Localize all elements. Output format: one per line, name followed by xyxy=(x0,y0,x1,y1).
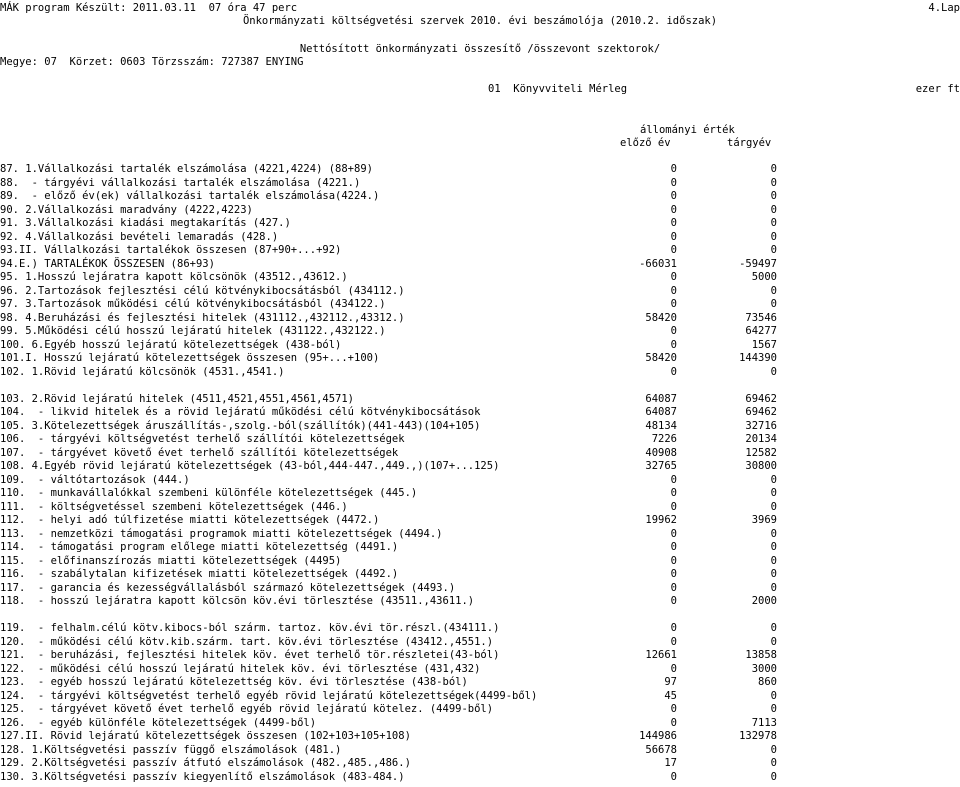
row-label: 129. 2.Költségvetési passzív átfutó elszámolások (482.,485.,486.) xyxy=(0,757,411,769)
row-value-current-year: 30800 xyxy=(745,460,777,472)
table-row xyxy=(0,366,960,380)
row-value-current-year: 0 xyxy=(770,554,777,567)
row-value-prev-year: 40908 xyxy=(645,446,677,459)
row-value-prev-year: 0 xyxy=(670,770,677,783)
row-label: 106. - tárgyévi költségvetést terhelő szállítói kötelezettségek xyxy=(0,433,405,445)
row-value-prev-year: 0 xyxy=(670,217,677,229)
row-value-current-year: 73546 xyxy=(745,311,777,324)
table-row xyxy=(0,244,960,258)
row-label: 93.II. Vállalkozási tartalékok összesen (87+90+...+92) xyxy=(0,244,342,256)
row-value-current-year: 0 xyxy=(770,568,777,580)
row-label: 112. - helyi adó túlfizetése miatti kötelezettségek (4472.) xyxy=(0,514,380,526)
row-value-prev-year: 0 xyxy=(670,716,677,729)
row-label: 114. - támogatási program előlege miatti kötelezettség (4491.) xyxy=(0,541,399,553)
row-value-current-year: 0 xyxy=(770,757,777,769)
table-row xyxy=(0,622,960,636)
row-label: 97. 3.Tartozások működési célú kötvénykibocsátásból (434122.) xyxy=(0,298,386,310)
row-value-current-year: 69462 xyxy=(745,392,777,405)
table-row xyxy=(0,757,960,771)
row-value-prev-year: 0 xyxy=(670,527,677,540)
row-value-current-year: 144390 xyxy=(739,352,777,364)
row-value-current-year: 0 xyxy=(770,203,777,216)
table-row xyxy=(0,595,960,609)
row-value-prev-year: 0 xyxy=(670,635,677,648)
table-row xyxy=(0,406,960,420)
row-label: 119. - felhalm.célú kötv.kibocs-ból szárm. tartoz. köv.évi tör.részl.(434111.) xyxy=(0,622,500,634)
row-value-prev-year: 0 xyxy=(670,325,677,337)
row-label: 110. - munkavállalókkal szembeni különféle kötelezettségek (445.) xyxy=(0,487,418,499)
table-row xyxy=(0,447,960,461)
table-row xyxy=(0,703,960,717)
balance-sheet-table xyxy=(0,163,960,784)
row-value-current-year: 0 xyxy=(770,500,777,513)
row-value-current-year: 32716 xyxy=(745,419,777,432)
row-value-current-year: 0 xyxy=(770,743,777,756)
row-value-current-year: 0 xyxy=(770,703,777,715)
row-value-prev-year: 0 xyxy=(670,595,677,607)
row-spacer xyxy=(0,379,960,393)
table-row xyxy=(0,285,960,299)
institution-info: Megye: 07 Körzet: 0603 Törzsszám: 727387 ENYING xyxy=(0,56,304,68)
table-row xyxy=(0,636,960,650)
row-value-prev-year: 0 xyxy=(670,271,677,283)
row-value-prev-year: 0 xyxy=(670,541,677,553)
row-label: 118. - hosszú lejáratra kapott kölcsön köv.évi törlesztése (43511.,43611.) xyxy=(0,595,475,607)
row-value-prev-year: 0 xyxy=(670,581,677,594)
row-label: 125. - tárgyévet követő évet terhelő egyéb rövid lejáratú kötelez. (4499-ből) xyxy=(0,703,494,715)
row-value-prev-year: 97 xyxy=(664,676,677,688)
table-row xyxy=(0,690,960,704)
row-spacer xyxy=(0,609,960,623)
row-value-current-year: -59497 xyxy=(739,257,777,270)
table-row xyxy=(0,501,960,515)
row-value-prev-year: 0 xyxy=(670,568,677,580)
report-subtitle: Önkormányzati költségvetési szervek 2010. évi beszámolója (2010.2. időszak) xyxy=(242,15,718,27)
row-value-prev-year: 64087 xyxy=(645,392,677,405)
row-label: 102. 1.Rövid lejáratú kölcsönök (4531.,4541.) xyxy=(0,365,285,378)
table-row xyxy=(0,730,960,744)
row-value-prev-year: 0 xyxy=(670,473,677,486)
table-row xyxy=(0,663,960,677)
row-label: 116. - szabálytalan kifizetések miatti kötelezettségek (4492.) xyxy=(0,568,399,580)
row-value-prev-year: 0 xyxy=(670,203,677,216)
row-value-prev-year: 144986 xyxy=(639,730,677,742)
row-value-prev-year: 0 xyxy=(670,500,677,513)
row-value-prev-year: 19962 xyxy=(645,514,677,526)
row-value-prev-year: 0 xyxy=(670,703,677,715)
row-label: 117. - garancia és kezességvállalásból származó kötelezettségek (4493.) xyxy=(0,581,456,594)
row-label: 111. - költségvetéssel szembeni kötelezettségek (446.) xyxy=(0,500,348,513)
row-value-prev-year: 0 xyxy=(670,554,677,567)
row-value-prev-year: 0 xyxy=(670,662,677,675)
report-scope: Nettósított önkormányzati összesítő /összevont szektorok/ xyxy=(299,43,661,55)
row-label: 95. 1.Hosszú lejáratra kapott kölcsönök (43512.,43612.) xyxy=(0,271,348,283)
row-label: 92. 4.Vállalkozási bevételi lemaradás (428.) xyxy=(0,230,279,243)
row-label: 88. - tárgyévi vállalkozási tartalék elszámolása (4221.) xyxy=(0,176,361,189)
row-label: 127.II. Rövid lejáratú kötelezettségek összesen (102+103+105+108) xyxy=(0,730,411,742)
column-header-current-year: tárgyév xyxy=(727,137,772,149)
row-value-current-year: 7113 xyxy=(751,716,777,729)
table-row xyxy=(0,298,960,312)
table-row xyxy=(0,352,960,366)
row-value-current-year: 860 xyxy=(758,676,777,688)
row-value-prev-year: 17 xyxy=(664,757,677,769)
page-number: 4.Lap xyxy=(928,2,960,14)
table-row xyxy=(0,231,960,245)
column-header-prev-year: előző év xyxy=(620,137,671,149)
table-row xyxy=(0,312,960,326)
table-row xyxy=(0,163,960,177)
row-value-current-year: 3969 xyxy=(751,514,777,526)
row-value-prev-year: 0 xyxy=(670,338,677,351)
row-value-current-year: 3000 xyxy=(751,662,777,675)
row-label: 107. - tárgyévet követő évet terhelő szállítói kötelezettségek xyxy=(0,446,399,459)
table-row xyxy=(0,420,960,434)
table-row xyxy=(0,393,960,407)
row-label: 130. 3.Költségvetési passzív kiegyenlítő elszámolások (483-484.) xyxy=(0,770,405,783)
row-label: 87. 1.Vállalkozási tartalék elszámolása (4221,4224) (88+89) xyxy=(0,163,373,175)
report-title: 01 Könyvviteli Mérleg xyxy=(488,83,628,95)
table-row xyxy=(0,325,960,339)
row-value-current-year: 0 xyxy=(770,770,777,783)
table-row xyxy=(0,339,960,353)
table-row xyxy=(0,771,960,785)
row-value-current-year: 69462 xyxy=(745,406,777,418)
row-value-current-year: 0 xyxy=(770,689,777,702)
row-label: 90. 2.Vállalkozási maradvány (4222,4223) xyxy=(0,203,253,216)
row-value-prev-year: 58420 xyxy=(645,352,677,364)
table-row xyxy=(0,177,960,191)
row-label: 96. 2.Tartozások fejlesztési célú kötvénykibocsátásból (434112.) xyxy=(0,284,405,297)
row-label: 89. - előző év(ek) vállalkozási tartalék elszámolása(4224.) xyxy=(0,190,380,202)
row-value-current-year: 0 xyxy=(770,217,777,229)
row-label: 101.I. Hosszú lejáratú kötelezettségek összesen (95+...+100) xyxy=(0,352,380,364)
row-label: 98. 4.Beruházási és fejlesztési hitelek (431112.,432112.,43312.) xyxy=(0,311,405,324)
table-row xyxy=(0,190,960,204)
row-label: 126. - egyéb különféle kötelezettségek (4499-ből) xyxy=(0,716,317,729)
row-label: 108. 4.Egyéb rövid lejáratú kötelezettségek (43-ból,444-447.,449.,)(107+...125) xyxy=(0,460,500,472)
table-row xyxy=(0,676,960,690)
row-value-prev-year: 0 xyxy=(670,163,677,175)
row-value-prev-year: 45 xyxy=(664,689,677,702)
row-value-prev-year: 56678 xyxy=(645,743,677,756)
row-value-prev-year: 0 xyxy=(670,244,677,256)
row-value-current-year: 0 xyxy=(770,473,777,486)
row-value-prev-year: -66031 xyxy=(639,257,677,270)
table-row xyxy=(0,744,960,758)
row-value-current-year: 0 xyxy=(770,298,777,310)
row-value-prev-year: 0 xyxy=(670,622,677,634)
row-value-current-year: 0 xyxy=(770,541,777,553)
row-label: 123. - egyéb hosszú lejáratú kötelezettség köv. évi törlesztése (438-ból) xyxy=(0,676,468,688)
table-row xyxy=(0,528,960,542)
row-value-prev-year: 0 xyxy=(670,190,677,202)
table-row xyxy=(0,433,960,447)
row-label: 115. - előfinanszírozás miatti kötelezettségek (4495) xyxy=(0,554,342,567)
row-value-current-year: 0 xyxy=(770,163,777,175)
table-row xyxy=(0,258,960,272)
row-value-current-year: 0 xyxy=(770,527,777,540)
row-value-current-year: 0 xyxy=(770,176,777,189)
row-value-current-year: 0 xyxy=(770,190,777,202)
row-value-prev-year: 0 xyxy=(670,176,677,189)
table-row xyxy=(0,717,960,731)
unit-label: ezer ft xyxy=(915,83,960,95)
row-label: 121. - beruházási, fejlesztési hitelek köv. évet terhelő tör.részletei(43-ból) xyxy=(0,649,500,661)
row-value-prev-year: 0 xyxy=(670,365,677,378)
row-value-current-year: 0 xyxy=(770,487,777,499)
row-label: 113. - nemzetközi támogatási programok miatti kötelezettségek (4494.) xyxy=(0,527,443,540)
table-row xyxy=(0,649,960,663)
table-row xyxy=(0,204,960,218)
table-row xyxy=(0,271,960,285)
row-label: 100. 6.Egyéb hosszú lejáratú kötelezettségek (438-ból) xyxy=(0,338,342,351)
row-value-prev-year: 0 xyxy=(670,487,677,499)
row-value-prev-year: 48134 xyxy=(645,419,677,432)
row-value-current-year: 0 xyxy=(770,635,777,648)
row-value-prev-year: 58420 xyxy=(645,311,677,324)
row-label: 94.E.) TARTALÉKOK ÖSSZESEN (86+93) xyxy=(0,257,215,270)
row-value-current-year: 5000 xyxy=(751,271,777,283)
row-value-current-year: 0 xyxy=(770,284,777,297)
row-value-prev-year: 64087 xyxy=(645,406,677,418)
row-label: 109. - váltótartozások (444.) xyxy=(0,473,190,486)
row-value-prev-year: 7226 xyxy=(651,433,677,445)
row-label: 104. - likvid hitelek és a rövid lejáratú működési célú kötvénykibocsátások xyxy=(0,406,481,418)
row-label: 91. 3.Vállalkozási kiadási megtakarítás (427.) xyxy=(0,217,291,229)
header-program-info: MÁK program Készült: 2011.03.11 07 óra 47 perc xyxy=(0,2,298,14)
row-value-current-year: 12582 xyxy=(745,446,777,459)
row-value-current-year: 132978 xyxy=(739,730,777,742)
row-label: 103. 2.Rövid lejáratú hitelek (4511,4521,4551,4561,4571) xyxy=(0,392,355,405)
row-value-current-year: 20134 xyxy=(745,433,777,445)
row-value-current-year: 0 xyxy=(770,365,777,378)
row-value-current-year: 13858 xyxy=(745,649,777,661)
table-row xyxy=(0,217,960,231)
row-value-prev-year: 32765 xyxy=(645,460,677,472)
table-row xyxy=(0,514,960,528)
row-value-current-year: 0 xyxy=(770,581,777,594)
row-value-current-year: 64277 xyxy=(745,325,777,337)
table-row xyxy=(0,487,960,501)
row-value-current-year: 0 xyxy=(770,244,777,256)
row-value-prev-year: 0 xyxy=(670,284,677,297)
row-value-prev-year: 0 xyxy=(670,230,677,243)
row-label: 105. 3.Kötelezettségek áruszállítás-,szolg.-ból(szállítók)(441-443)(104+105) xyxy=(0,419,481,432)
row-value-current-year: 2000 xyxy=(751,595,777,607)
table-row xyxy=(0,555,960,569)
table-row xyxy=(0,474,960,488)
column-group-header: állományi érték xyxy=(640,124,735,136)
table-row xyxy=(0,541,960,555)
row-value-current-year: 1567 xyxy=(751,338,777,351)
row-label: 99. 5.Működési célú hosszú lejáratú hitelek (431122.,432122.) xyxy=(0,325,386,337)
row-label: 124. - tárgyévi költségvetést terhelő egyéb rövid lejáratú kötelezettségek(4499-ből) xyxy=(0,689,538,702)
row-value-current-year: 0 xyxy=(770,622,777,634)
row-label: 122. - működési célú hosszú lejáratú hitelek köv. évi törlesztése (431,432) xyxy=(0,662,481,675)
row-label: 128. 1.Költségvetési passzív függő elszámolások (481.) xyxy=(0,743,342,756)
table-row xyxy=(0,460,960,474)
row-label: 120. - működési célú kötv.kib.szárm. tart. köv.évi törlesztése (43412.,4551.) xyxy=(0,635,494,648)
row-value-prev-year: 12661 xyxy=(645,649,677,661)
table-row xyxy=(0,568,960,582)
row-value-current-year: 0 xyxy=(770,230,777,243)
table-row xyxy=(0,582,960,596)
row-value-prev-year: 0 xyxy=(670,298,677,310)
